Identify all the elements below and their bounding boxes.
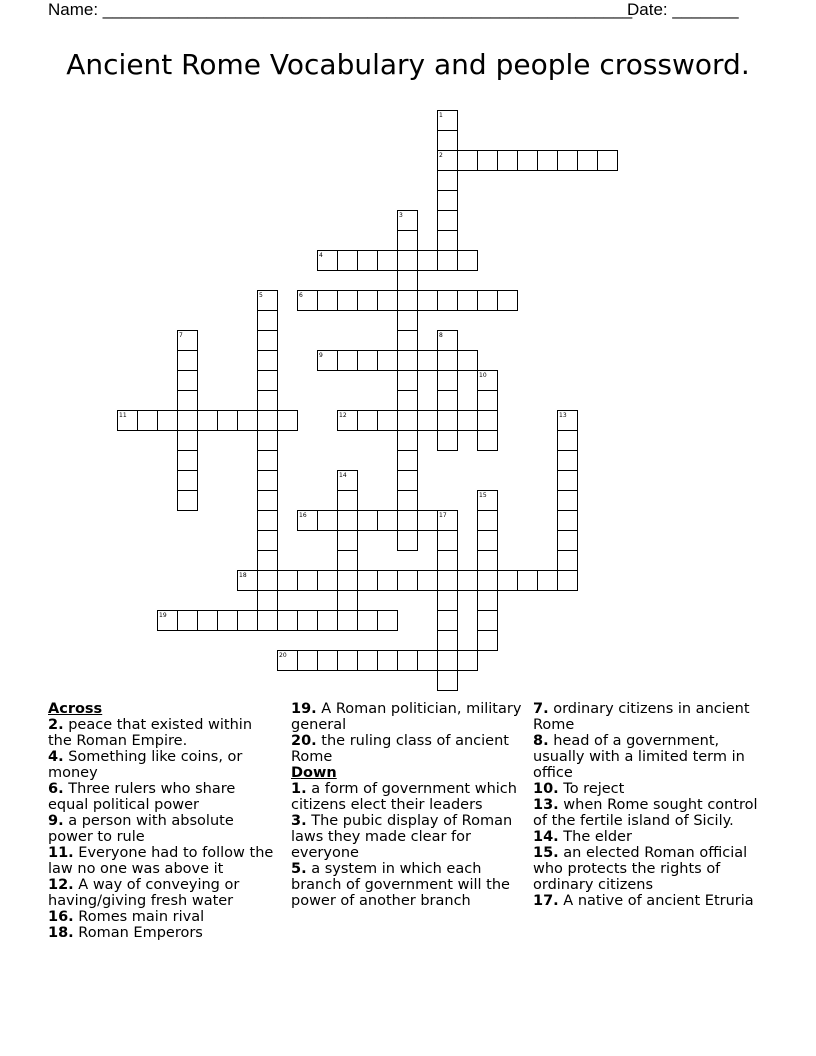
- crossword-cell[interactable]: [318, 571, 338, 591]
- crossword-cell[interactable]: [418, 251, 438, 271]
- crossword-cell[interactable]: [598, 151, 618, 171]
- crossword-cell[interactable]: [338, 251, 358, 271]
- crossword-cell[interactable]: [438, 551, 458, 571]
- crossword-cell[interactable]: [218, 611, 238, 631]
- clue-number: 12: [339, 412, 347, 419]
- crossword-cell[interactable]: [438, 431, 458, 451]
- crossword-cell[interactable]: [458, 351, 478, 371]
- crossword-cell[interactable]: [178, 351, 198, 371]
- crossword-cell[interactable]: [438, 351, 458, 371]
- crossword-cell[interactable]: [178, 451, 198, 471]
- crossword-cell[interactable]: [358, 651, 378, 671]
- clue-number: 9: [319, 352, 323, 359]
- crossword-cell[interactable]: [418, 351, 438, 371]
- crossword-cell[interactable]: [438, 651, 458, 671]
- crossword-cell[interactable]: [258, 551, 278, 571]
- crossword-cell[interactable]: [218, 411, 238, 431]
- clue-number: 4: [319, 252, 323, 259]
- crossword-cell[interactable]: [458, 411, 478, 431]
- crossword-cell[interactable]: [298, 651, 318, 671]
- crossword-cell[interactable]: [558, 491, 578, 511]
- crossword-cell[interactable]: [478, 431, 498, 451]
- crossword-cell[interactable]: [378, 511, 398, 531]
- down-clue: 5. a system in which each branch of government will the power of another branch: [291, 861, 510, 909]
- crossword-cell[interactable]: [438, 191, 458, 211]
- crossword-cell[interactable]: [338, 571, 358, 591]
- crossword-cell[interactable]: [438, 371, 458, 391]
- clue-number: 10: [479, 372, 487, 379]
- down-clue: 14. The elder: [533, 829, 632, 845]
- crossword-cell[interactable]: [438, 231, 458, 251]
- clue-number: 20: [279, 652, 287, 659]
- crossword-cell[interactable]: [178, 431, 198, 451]
- crossword-cell[interactable]: [558, 151, 578, 171]
- clue-number: 17: [439, 512, 447, 519]
- crossword-cell[interactable]: [298, 571, 318, 591]
- crossword-cell[interactable]: [358, 411, 378, 431]
- crossword-cell[interactable]: [418, 571, 438, 591]
- clue-number: 5: [259, 292, 263, 299]
- crossword-cell[interactable]: [238, 411, 258, 431]
- crossword-cell[interactable]: [478, 511, 498, 531]
- crossword-cell[interactable]: [398, 371, 418, 391]
- across-clue: 12. A way of conveying or having/giving fresh water: [48, 877, 240, 909]
- crossword-cell[interactable]: [558, 431, 578, 451]
- crossword-cell[interactable]: [498, 291, 518, 311]
- crossword-cell[interactable]: [258, 391, 278, 411]
- crossword-cell[interactable]: [478, 411, 498, 431]
- crossword-cell[interactable]: [278, 611, 298, 631]
- clues-column-3: [533, 701, 765, 909]
- crossword-cell[interactable]: [558, 551, 578, 571]
- crossword-cell[interactable]: [578, 151, 598, 171]
- crossword-cell[interactable]: [258, 591, 278, 611]
- crossword-cell[interactable]: [318, 651, 338, 671]
- crossword-cell[interactable]: [138, 411, 158, 431]
- crossword-cell[interactable]: [358, 251, 378, 271]
- crossword-cell[interactable]: [398, 531, 418, 551]
- crossword-cell[interactable]: [378, 351, 398, 371]
- across-clue: 6. Three rulers who share equal political power: [48, 781, 236, 813]
- page-title: Ancient Rome Vocabulary and people crossword.: [66, 48, 750, 81]
- crossword-cell[interactable]: [478, 611, 498, 631]
- crossword-cell[interactable]: [478, 591, 498, 611]
- down-clue: 13. when Rome sought control of the fertile island of Sicily.: [533, 797, 758, 829]
- crossword-cell[interactable]: [178, 491, 198, 511]
- clue-number: 1: [439, 112, 443, 119]
- crossword-cell[interactable]: [318, 291, 338, 311]
- clue-number: 15: [479, 492, 487, 499]
- crossword-cell[interactable]: [418, 651, 438, 671]
- clue-number: 3: [399, 212, 403, 219]
- crossword-cell[interactable]: [238, 611, 258, 631]
- crossword-cell[interactable]: [398, 271, 418, 291]
- crossword-cell[interactable]: [478, 151, 498, 171]
- clue-number: 18: [239, 572, 247, 579]
- crossword-cell[interactable]: [558, 571, 578, 591]
- down-clue: 15. an elected Roman official who protects the rights of ordinary citizens: [533, 845, 748, 893]
- crossword-cell[interactable]: [458, 651, 478, 671]
- clues-column-2: [291, 701, 523, 909]
- across-heading: Across: [48, 701, 103, 717]
- crossword-cell[interactable]: [478, 571, 498, 591]
- crossword-cell[interactable]: [438, 571, 458, 591]
- crossword-cell[interactable]: [378, 611, 398, 631]
- crossword-cell[interactable]: [458, 291, 478, 311]
- crossword-cell[interactable]: [338, 551, 358, 571]
- crossword-cell[interactable]: [518, 151, 538, 171]
- crossword-cell[interactable]: [258, 491, 278, 511]
- crossword-cell[interactable]: [258, 331, 278, 351]
- down-clue: 17. A native of ancient Etruria: [533, 893, 754, 909]
- crossword-cell[interactable]: [398, 431, 418, 451]
- crossword-cell[interactable]: [318, 511, 338, 531]
- crossword-cell[interactable]: [338, 351, 358, 371]
- crossword-cell[interactable]: [478, 291, 498, 311]
- clue-number: 2: [439, 152, 443, 159]
- crossword-cell[interactable]: [178, 611, 198, 631]
- across-clue: 20. the ruling class of ancient Rome: [291, 733, 509, 765]
- crossword-cell[interactable]: [478, 531, 498, 551]
- crossword-cell[interactable]: [358, 571, 378, 591]
- crossword-cell[interactable]: [478, 551, 498, 571]
- crossword-cell[interactable]: [358, 351, 378, 371]
- crossword-cell[interactable]: [178, 411, 198, 431]
- crossword-cell[interactable]: [338, 591, 358, 611]
- crossword-cell[interactable]: [298, 611, 318, 631]
- crossword-cell[interactable]: [438, 131, 458, 151]
- crossword-cell[interactable]: [178, 471, 198, 491]
- crossword-cell[interactable]: [438, 611, 458, 631]
- crossword-cell[interactable]: [438, 171, 458, 191]
- crossword-cell[interactable]: [258, 411, 278, 431]
- crossword-cell[interactable]: [258, 531, 278, 551]
- crossword-cell[interactable]: [338, 651, 358, 671]
- down-clue: 8. head of a government, usually with a limited term in office: [533, 733, 745, 781]
- clue-number: 14: [339, 472, 347, 479]
- across-clue: 2. peace that existed within the Roman Empire.: [48, 717, 253, 749]
- crossword-cell[interactable]: [338, 491, 358, 511]
- crossword-cell[interactable]: [558, 471, 578, 491]
- crossword-cell[interactable]: [378, 291, 398, 311]
- crossword-cell[interactable]: [438, 411, 458, 431]
- crossword-cell[interactable]: [418, 511, 438, 531]
- crossword-cell[interactable]: [398, 291, 418, 311]
- clue-number: 16: [299, 512, 307, 519]
- crossword-cell[interactable]: [258, 431, 278, 451]
- clue-number: 11: [119, 412, 127, 419]
- crossword-cell[interactable]: [418, 291, 438, 311]
- down-clue: 3. The pubic display of Roman laws they made clear for everyone: [291, 813, 513, 861]
- crossword-cell[interactable]: [378, 571, 398, 591]
- across-clue: 19. A Roman politician, military general: [291, 701, 522, 733]
- crossword-cell[interactable]: [398, 511, 418, 531]
- clue-number: 6: [299, 292, 303, 299]
- crossword-cell[interactable]: [398, 311, 418, 331]
- clue-number: 7: [179, 332, 183, 339]
- crossword-cell[interactable]: [438, 211, 458, 231]
- crossword-cell[interactable]: [398, 451, 418, 471]
- clue-number: 13: [559, 412, 567, 419]
- crossword-cell[interactable]: [518, 571, 538, 591]
- crossword-cell[interactable]: [438, 591, 458, 611]
- crossword-cell[interactable]: [498, 151, 518, 171]
- crossword-cell[interactable]: [538, 151, 558, 171]
- crossword-cell[interactable]: [158, 411, 178, 431]
- crossword-cell[interactable]: [458, 251, 478, 271]
- crossword-cell[interactable]: [558, 511, 578, 531]
- date-field-label[interactable]: Date: _______: [627, 0, 739, 19]
- crossword-cell[interactable]: [398, 351, 418, 371]
- clue-number: 8: [439, 332, 443, 339]
- crossword-cell[interactable]: [258, 571, 278, 591]
- down-heading: Down: [291, 765, 337, 781]
- down-clue: 10. To reject: [533, 781, 625, 797]
- across-clue: 4. Something like coins, or money: [48, 749, 243, 781]
- crossword-cell[interactable]: [398, 251, 418, 271]
- crossword-cell[interactable]: [258, 511, 278, 531]
- crossword-cell[interactable]: [258, 471, 278, 491]
- crossword-cell[interactable]: [478, 391, 498, 411]
- crossword-cell[interactable]: [418, 411, 438, 431]
- crossword-cell[interactable]: [378, 411, 398, 431]
- crossword-cell[interactable]: [258, 611, 278, 631]
- name-field-label[interactable]: Name: ________________________________________________________: [48, 0, 633, 19]
- crossword-cell[interactable]: [378, 251, 398, 271]
- across-clue: 9. a person with absolute power to rule: [48, 813, 234, 845]
- crossword-cell[interactable]: [398, 651, 418, 671]
- crossword-cell[interactable]: [258, 351, 278, 371]
- clue-number: 19: [159, 612, 167, 619]
- across-clue: 18. Roman Emperors: [48, 925, 203, 941]
- crossword-cell[interactable]: [458, 151, 478, 171]
- crossword-cell[interactable]: [278, 411, 298, 431]
- crossword-cell[interactable]: [558, 451, 578, 471]
- crossword-cell[interactable]: [398, 571, 418, 591]
- crossword-cell[interactable]: [458, 571, 478, 591]
- crossword-cell[interactable]: [258, 451, 278, 471]
- crossword-cell[interactable]: [398, 391, 418, 411]
- crossword-cell[interactable]: [398, 411, 418, 431]
- across-clue: 11. Everyone had to follow the law no one was above it: [48, 845, 274, 877]
- crossword-cell[interactable]: [258, 311, 278, 331]
- crossword-cell[interactable]: [398, 491, 418, 511]
- crossword-cell[interactable]: [438, 631, 458, 651]
- crossword-cell[interactable]: [178, 391, 198, 411]
- crossword-cell[interactable]: [558, 531, 578, 551]
- crossword-cell[interactable]: [318, 611, 338, 631]
- crossword-cell[interactable]: [358, 611, 378, 631]
- crossword-cell[interactable]: [338, 611, 358, 631]
- crossword-cell[interactable]: [538, 571, 558, 591]
- crossword-cell[interactable]: [398, 331, 418, 351]
- crossword-cell[interactable]: [258, 371, 278, 391]
- crossword-cell[interactable]: [498, 571, 518, 591]
- crossword-cell[interactable]: [358, 511, 378, 531]
- crossword-cell[interactable]: [338, 531, 358, 551]
- crossword-cell[interactable]: [438, 291, 458, 311]
- down-clue: 7. ordinary citizens in ancient Rome: [533, 701, 750, 733]
- crossword-cell[interactable]: [278, 571, 298, 591]
- crossword-cell[interactable]: [378, 651, 398, 671]
- crossword-cell[interactable]: [438, 251, 458, 271]
- across-clue: 16. Romes main rival: [48, 909, 205, 925]
- crossword-cell[interactable]: [338, 291, 358, 311]
- crossword-cell[interactable]: [178, 371, 198, 391]
- crossword-cell[interactable]: [398, 471, 418, 491]
- crossword-cell[interactable]: [198, 411, 218, 431]
- crossword-cell[interactable]: [198, 611, 218, 631]
- crossword-cell[interactable]: [358, 291, 378, 311]
- crossword-cell[interactable]: [398, 231, 418, 251]
- crossword-cell[interactable]: [478, 631, 498, 651]
- crossword-cell[interactable]: [338, 511, 358, 531]
- crossword-cell[interactable]: [438, 671, 458, 691]
- clues-column-1: [48, 701, 280, 941]
- crossword-cell[interactable]: [438, 391, 458, 411]
- down-clue: 1. a form of government which citizens elect their leaders: [291, 781, 517, 813]
- crossword-cell[interactable]: [438, 531, 458, 551]
